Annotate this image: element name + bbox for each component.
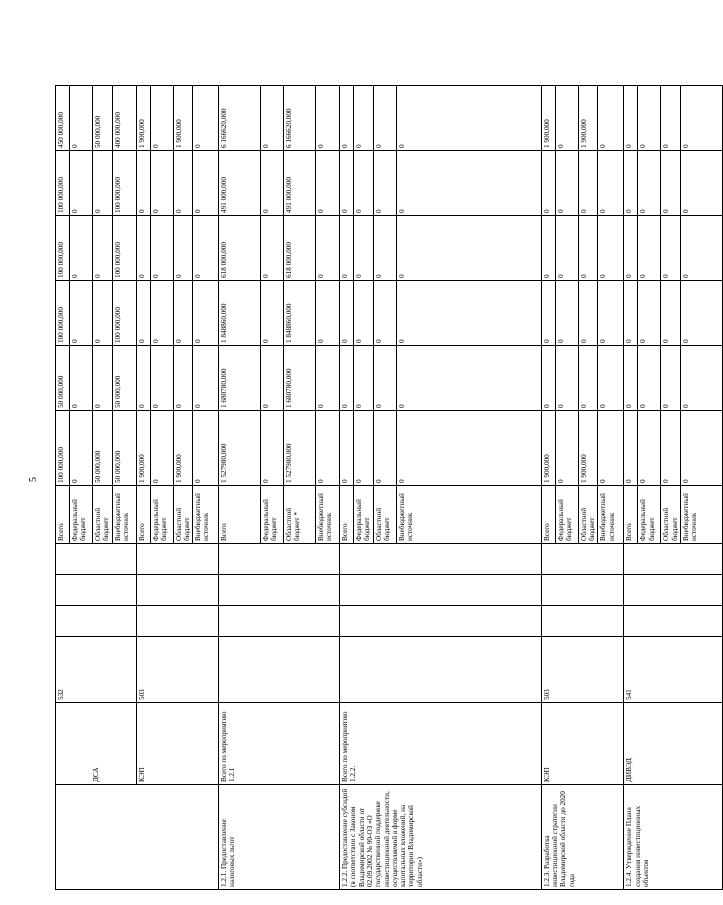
- value-cell: 0: [661, 346, 681, 411]
- value-cell: 0: [316, 346, 340, 411]
- executor: ДСА: [56, 703, 137, 785]
- empty-code-cell: [541, 606, 624, 637]
- table-row: [56, 10, 70, 890]
- value-cell: 0: [373, 216, 396, 281]
- value-cell: 0: [373, 411, 396, 486]
- executor: КЭП: [136, 703, 219, 785]
- value-cell: 0: [624, 151, 638, 216]
- value-cell: 491 000,000: [219, 151, 261, 216]
- value-cell: 100 000,000: [112, 281, 136, 346]
- value-cell: 0: [396, 346, 541, 411]
- value-cell: 0: [261, 151, 284, 216]
- value-cell: 0: [136, 216, 150, 281]
- source-total: Всего: [624, 486, 638, 544]
- value-cell: 618 000,000: [284, 216, 316, 281]
- value-cell: 0: [70, 216, 93, 281]
- budget-table: [55, 9, 723, 890]
- value-cell: 0: [598, 86, 624, 151]
- value-cell: 0: [638, 151, 661, 216]
- value-cell: 0: [70, 411, 93, 486]
- value-cell: 0: [193, 411, 219, 486]
- source-total: Всего: [219, 486, 261, 544]
- value-cell: 0: [396, 216, 541, 281]
- value-cell: 0: [541, 216, 555, 281]
- source-federal: Федеральный бюджет: [555, 486, 578, 544]
- value-cell: 0: [638, 281, 661, 346]
- source-regional: Областной бюджет: [578, 486, 598, 544]
- budget-code: 503: [541, 637, 624, 703]
- source-federal: Федеральный бюджет: [261, 486, 284, 544]
- measure-name: 1.2.4. Утверждение Плана создания инвестиционных объектов: [624, 785, 723, 890]
- value-cell: 0: [173, 216, 193, 281]
- value-cell: 0: [93, 151, 113, 216]
- value-cell: 0: [193, 151, 219, 216]
- source-offbudget: Внебюджетный источник: [316, 486, 340, 544]
- source-total: Всего: [541, 486, 555, 544]
- value-cell: 0: [261, 411, 284, 486]
- value-cell: 0: [578, 281, 598, 346]
- value-cell: 0: [373, 346, 396, 411]
- source-offbudget: Внебюджетный источник: [396, 486, 541, 544]
- empty-code-cell: [136, 544, 219, 575]
- value-cell: 6 166620,000: [219, 86, 261, 151]
- value-cell: 0: [396, 151, 541, 216]
- source-federal: Федеральный бюджет: [638, 486, 661, 544]
- empty-code-cell: [56, 544, 137, 575]
- value-cell: 1 848860,000: [219, 281, 261, 346]
- value-cell: 1 900,000: [136, 86, 150, 151]
- value-cell: 0: [578, 346, 598, 411]
- empty-code-cell: [624, 544, 723, 575]
- value-cell: 0: [555, 411, 578, 486]
- empty-code-cell: [541, 544, 624, 575]
- value-cell: 0: [680, 86, 722, 151]
- value-cell: 0: [555, 151, 578, 216]
- table-row: [219, 10, 261, 890]
- value-cell: 50 000,000: [93, 411, 113, 486]
- value-cell: 50 000,000: [56, 346, 70, 411]
- value-cell: 0: [316, 281, 340, 346]
- value-cell: 0: [578, 151, 598, 216]
- value-cell: 1 900,000: [578, 411, 598, 486]
- source-regional: Областной бюджет: [373, 486, 396, 544]
- value-cell: 0: [680, 151, 722, 216]
- value-cell: 618 000,000: [219, 216, 261, 281]
- budget-code: [219, 637, 340, 703]
- value-cell: 0: [661, 411, 681, 486]
- value-cell: 0: [661, 216, 681, 281]
- value-cell: 0: [680, 281, 722, 346]
- value-cell: 0: [354, 281, 374, 346]
- value-cell: 0: [598, 281, 624, 346]
- value-cell: 0: [638, 216, 661, 281]
- value-cell: 1 900,000: [136, 411, 150, 486]
- value-cell: 400 000,000: [112, 86, 136, 151]
- empty-code-cell: [541, 575, 624, 606]
- value-cell: 100 000,000: [56, 281, 70, 346]
- value-cell: 0: [578, 216, 598, 281]
- value-cell: 0: [680, 216, 722, 281]
- budget-code: 503: [136, 637, 219, 703]
- executor: Всего по мероприятию 1.2.1: [219, 703, 340, 785]
- value-cell: 50 000,000: [112, 346, 136, 411]
- value-cell: 1 900,000: [578, 86, 598, 151]
- source-regional: Областной бюджет *: [284, 486, 316, 544]
- value-cell: 0: [598, 216, 624, 281]
- measure-name: 1.2.1. Предоставление налоговых льгот: [219, 785, 340, 890]
- source-total: Всего: [340, 486, 354, 544]
- source-regional: Областной бюджет: [661, 486, 681, 544]
- measure-name: 1.2.2. Предоставление субсидий (в соответствии с Законом Владимирской области от 02.09.2002 № 90-ОЗ «О государственной поддержке инвестиционной деятельности, осуществляемой в форме капитальных вложений, на территории Владимирской области»): [340, 785, 542, 890]
- value-cell: 0: [624, 281, 638, 346]
- value-cell: 0: [661, 151, 681, 216]
- empty-code-cell: [340, 575, 542, 606]
- value-cell: 0: [541, 281, 555, 346]
- source-federal: Федеральный бюджет: [70, 486, 93, 544]
- value-cell: 0: [638, 346, 661, 411]
- value-cell: 0: [373, 151, 396, 216]
- value-cell: 1 680780,000: [219, 346, 261, 411]
- value-cell: 0: [261, 346, 284, 411]
- value-cell: 100 000,000: [112, 151, 136, 216]
- source-offbudget: Внебюджетный источник: [598, 486, 624, 544]
- value-cell: 0: [93, 216, 113, 281]
- value-cell: 0: [541, 346, 555, 411]
- empty-code-cell: [340, 606, 542, 637]
- value-cell: 0: [340, 281, 354, 346]
- value-cell: 100 000,000: [112, 216, 136, 281]
- page-number: 5: [28, 477, 39, 482]
- value-cell: 1 527980,000: [219, 411, 261, 486]
- value-cell: 450 000,000: [56, 86, 70, 151]
- value-cell: 50 000,000: [112, 411, 136, 486]
- value-cell: 0: [136, 281, 150, 346]
- value-cell: 0: [340, 411, 354, 486]
- value-cell: 0: [680, 411, 722, 486]
- value-cell: 0: [598, 346, 624, 411]
- value-cell: 0: [541, 151, 555, 216]
- value-cell: 0: [316, 411, 340, 486]
- empty-code-cell: [136, 606, 219, 637]
- value-cell: 0: [638, 86, 661, 151]
- value-cell: 0: [373, 281, 396, 346]
- value-cell: 0: [624, 86, 638, 151]
- value-cell: 100 000,000: [56, 216, 70, 281]
- empty-code-cell: [56, 606, 137, 637]
- value-cell: 0: [193, 281, 219, 346]
- value-cell: 1 900,000: [541, 411, 555, 486]
- value-cell: 0: [136, 346, 150, 411]
- value-cell: 0: [193, 86, 219, 151]
- value-cell: 0: [624, 346, 638, 411]
- value-cell: 0: [93, 281, 113, 346]
- value-cell: 0: [150, 411, 173, 486]
- value-cell: 0: [316, 86, 340, 151]
- value-cell: 0: [354, 151, 374, 216]
- value-cell: 0: [193, 346, 219, 411]
- value-cell: 1 900,000: [173, 411, 193, 486]
- value-cell: 1 900,000: [173, 86, 193, 151]
- value-cell: 1 680780,000: [284, 346, 316, 411]
- source-federal: Федеральный бюджет: [150, 486, 173, 544]
- value-cell: 100 000,000: [56, 151, 70, 216]
- value-cell: 0: [340, 216, 354, 281]
- executor: Всего по мероприятию 1.2.2.: [340, 703, 542, 785]
- budget-code: 541: [624, 637, 723, 703]
- value-cell: 0: [150, 346, 173, 411]
- empty-code-cell: [624, 575, 723, 606]
- budget-code: 532: [56, 637, 137, 703]
- empty-code-cell: [56, 575, 137, 606]
- value-cell: 0: [661, 281, 681, 346]
- value-cell: 0: [555, 346, 578, 411]
- value-cell: 0: [173, 151, 193, 216]
- value-cell: 0: [598, 151, 624, 216]
- value-cell: 0: [316, 151, 340, 216]
- value-cell: 491 000,000: [284, 151, 316, 216]
- empty-code-cell: [624, 606, 723, 637]
- source-regional: Областной бюджет: [173, 486, 193, 544]
- value-cell: 6 166620,000: [284, 86, 316, 151]
- source-total: Всего: [136, 486, 150, 544]
- value-cell: 0: [150, 281, 173, 346]
- source-federal: Федеральный бюджет: [354, 486, 374, 544]
- value-cell: 0: [316, 216, 340, 281]
- table-row: [541, 10, 555, 890]
- empty-code-cell: [340, 544, 542, 575]
- value-cell: 0: [193, 216, 219, 281]
- value-cell: 0: [373, 86, 396, 151]
- value-cell: 0: [70, 151, 93, 216]
- value-cell: 0: [555, 86, 578, 151]
- value-cell: 100 000,000: [56, 411, 70, 486]
- value-cell: 0: [624, 216, 638, 281]
- value-cell: 0: [680, 346, 722, 411]
- table-row: [624, 10, 638, 890]
- value-cell: 1 848860,000: [284, 281, 316, 346]
- budget-code: [340, 637, 542, 703]
- value-cell: 0: [136, 151, 150, 216]
- value-cell: 0: [624, 411, 638, 486]
- value-cell: 0: [70, 86, 93, 151]
- empty-code-cell: [219, 544, 340, 575]
- value-cell: 0: [261, 86, 284, 151]
- table-row: [340, 10, 354, 890]
- source-offbudget: Внебюджетный источник: [112, 486, 136, 544]
- empty-code-cell: [136, 575, 219, 606]
- value-cell: 0: [354, 411, 374, 486]
- budget-table-rotated: [55, 40, 699, 890]
- value-cell: 0: [93, 346, 113, 411]
- value-cell: 0: [396, 411, 541, 486]
- value-cell: 0: [150, 86, 173, 151]
- empty-code-cell: [219, 575, 340, 606]
- value-cell: 0: [261, 281, 284, 346]
- value-cell: 50 000,000: [93, 86, 113, 151]
- source-regional: Областной бюджет: [93, 486, 113, 544]
- value-cell: 0: [150, 216, 173, 281]
- executor: ДИВЭД: [624, 703, 723, 785]
- value-cell: 0: [173, 346, 193, 411]
- empty-code-cell: [219, 606, 340, 637]
- value-cell: 0: [354, 346, 374, 411]
- value-cell: 0: [661, 86, 681, 151]
- source-total: Всего: [56, 486, 70, 544]
- executor: КЭП: [541, 703, 624, 785]
- value-cell: 0: [340, 151, 354, 216]
- value-cell: 1 900,000: [541, 86, 555, 151]
- value-cell: 0: [150, 151, 173, 216]
- value-cell: 0: [638, 411, 661, 486]
- value-cell: 0: [396, 281, 541, 346]
- value-cell: 0: [354, 216, 374, 281]
- measure-name: 1.2.3. Разработка инвестиционной стратегии Владимирской области до 2020 года: [541, 785, 624, 890]
- value-cell: 0: [555, 216, 578, 281]
- value-cell: 0: [261, 216, 284, 281]
- value-cell: 0: [555, 281, 578, 346]
- value-cell: 0: [173, 281, 193, 346]
- source-offbudget: Внебюджетный источник: [193, 486, 219, 544]
- value-cell: 1 527980,000: [284, 411, 316, 486]
- value-cell: 0: [354, 86, 374, 151]
- value-cell: 0: [70, 346, 93, 411]
- table-row: [136, 10, 150, 890]
- value-cell: 0: [598, 411, 624, 486]
- measure-name: [56, 785, 219, 890]
- value-cell: 0: [340, 86, 354, 151]
- value-cell: 0: [70, 281, 93, 346]
- value-cell: 0: [396, 86, 541, 151]
- source-offbudget: Внебюджетный источник: [680, 486, 722, 544]
- value-cell: 0: [340, 346, 354, 411]
